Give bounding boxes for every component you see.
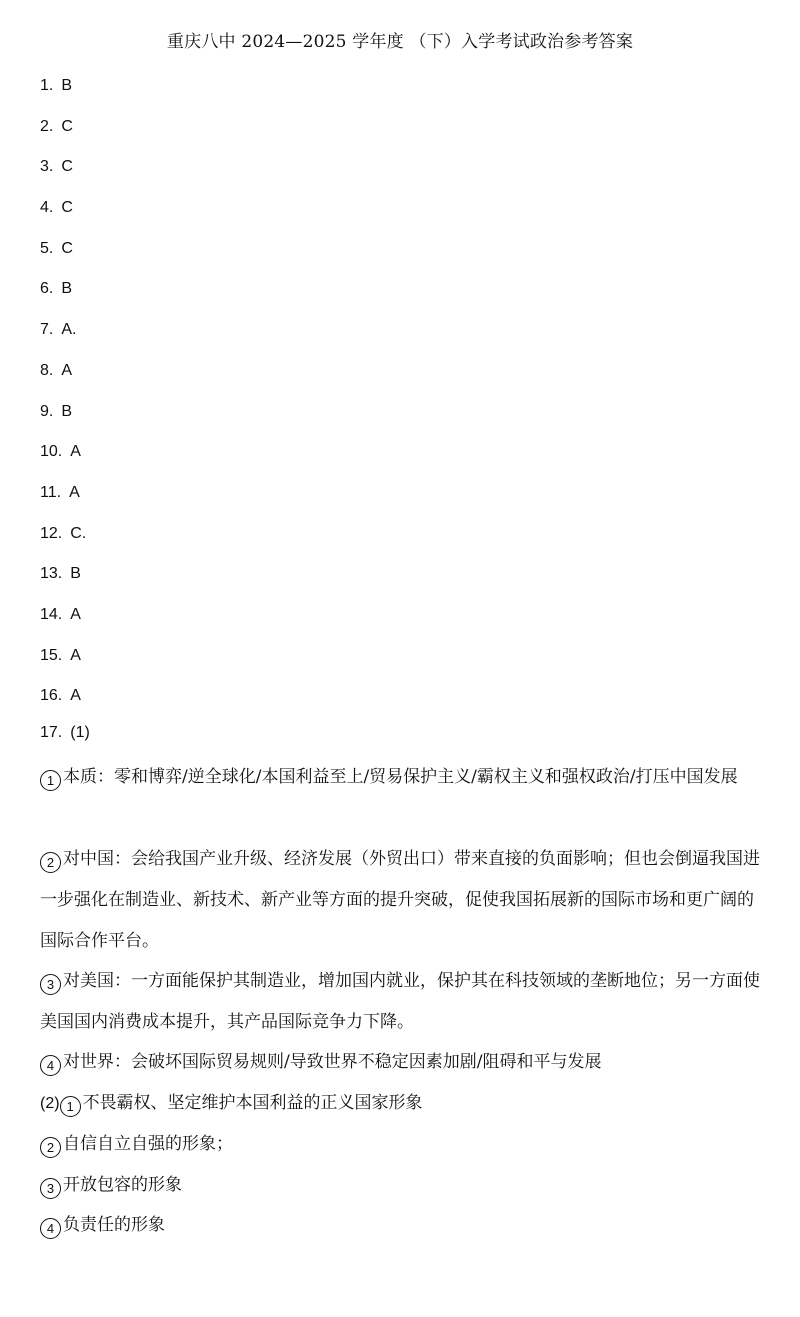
answer-number: 3. xyxy=(40,158,54,176)
answer-item xyxy=(40,601,86,642)
answer-item xyxy=(40,275,86,316)
answer-item xyxy=(40,113,86,154)
answer-item xyxy=(40,682,86,723)
answer-point xyxy=(40,1165,770,1206)
answer-item xyxy=(40,642,86,683)
answer-item xyxy=(40,438,86,479)
answer-point xyxy=(40,1042,770,1083)
answer-item xyxy=(40,194,86,235)
circled-number: 2 xyxy=(40,852,61,873)
answer-choice: A xyxy=(61,361,73,379)
answer-number: 5. xyxy=(40,239,54,257)
answer-point-text: 开放包容的形象 xyxy=(63,1175,182,1195)
answer-choice: A xyxy=(70,443,81,461)
answer-number: 15. xyxy=(40,646,63,664)
answer-item xyxy=(40,235,86,276)
answer-item xyxy=(40,560,86,601)
answer-point-text: 不畏霸权、坚定维护本国利益的正义国家形象 xyxy=(82,1093,423,1113)
circled-number: 4 xyxy=(40,1055,61,1076)
answer-list xyxy=(40,72,86,723)
answer-point xyxy=(40,839,770,962)
answer-choice: A xyxy=(70,605,81,623)
answer-point xyxy=(40,961,770,1043)
answer-point-text: 对中国：会给我国产业升级、经济发展（外贸出口）带来直接的负面影响；但也会倒逼我国进一步强化在制造业、新技术、新产业等方面的提升突破，促使我国拓展新的国际市场和更广阔的国际合作平台。 xyxy=(40,849,760,951)
answer-choice: C. xyxy=(70,524,87,542)
answer-point-text: 对世界：会破坏国际贸易规则/导致世界不稳定因素加剧/阻碍和平与发展 xyxy=(63,1052,602,1072)
answer-choice: C xyxy=(61,239,73,257)
answer-point xyxy=(40,1124,770,1165)
answer-choice: A. xyxy=(61,321,77,339)
circled-number: 1 xyxy=(60,1096,81,1117)
answer-point-text: 自信自立自强的形象； xyxy=(63,1134,233,1154)
page-title: 重庆八中 2024—2025 学年度 （下）入学考试政治参考答案 xyxy=(166,32,634,52)
answer-number: 10. xyxy=(40,443,63,461)
answer-choice: C xyxy=(61,158,73,176)
answer-item xyxy=(40,72,86,113)
answer-choice: C xyxy=(61,117,73,135)
answer-number: 12. xyxy=(40,524,63,542)
answer-item xyxy=(40,316,86,357)
circled-number: 3 xyxy=(40,974,61,995)
answer-number: 2. xyxy=(40,117,54,135)
answer-number: 8. xyxy=(40,361,54,379)
answer-number: 16. xyxy=(40,687,63,705)
answer-choice: A xyxy=(70,687,81,705)
answer-number: 1. xyxy=(40,77,54,94)
answer-number: 11. xyxy=(40,483,62,501)
answer-item xyxy=(40,357,86,398)
answer-choice: B xyxy=(61,402,73,420)
answer-point-text: 本质：零和博弈/逆全球化/本国利益至上/贸易保护主义/霸权主义和强权政治/打压中国发展 xyxy=(63,767,738,787)
answer-point-text: 对美国：一方面能保护其制造业，增加国内就业，保护其在科技领域的垄断地位；另一方面使美国国内消费成本提升，其产品国际竞争力下降。 xyxy=(40,971,760,1032)
answer-point xyxy=(40,757,770,798)
answer-number: 4. xyxy=(40,199,54,217)
circled-number: 1 xyxy=(40,770,61,791)
answer-number: 13. xyxy=(40,565,63,583)
question-number: 17. xyxy=(40,724,63,741)
circled-number: 2 xyxy=(40,1137,61,1158)
answer-item xyxy=(40,479,86,520)
part-label: (1) xyxy=(70,724,90,741)
circled-number: 3 xyxy=(40,1178,61,1199)
answer-choice: C xyxy=(61,199,73,217)
answer-choice: A xyxy=(70,646,81,664)
answer-number: 14. xyxy=(40,605,63,623)
answer-point xyxy=(40,1083,770,1124)
answer-choice: B xyxy=(70,565,81,583)
answer-choice: B xyxy=(61,77,73,94)
answer-number: 6. xyxy=(40,280,54,298)
part-label: (2) xyxy=(40,1095,60,1112)
answer-item xyxy=(40,398,86,439)
question-17-heading xyxy=(40,719,90,747)
answer-number: 7. xyxy=(40,321,54,339)
answer-number: 9. xyxy=(40,402,54,420)
answer-choice: A xyxy=(69,483,80,501)
answer-item xyxy=(40,520,86,561)
answer-choice: B xyxy=(61,280,73,298)
circled-number: 4 xyxy=(40,1218,61,1239)
answer-point-text: 负责任的形象 xyxy=(63,1215,165,1235)
answer-item xyxy=(40,153,86,194)
answer-point xyxy=(40,1205,770,1246)
